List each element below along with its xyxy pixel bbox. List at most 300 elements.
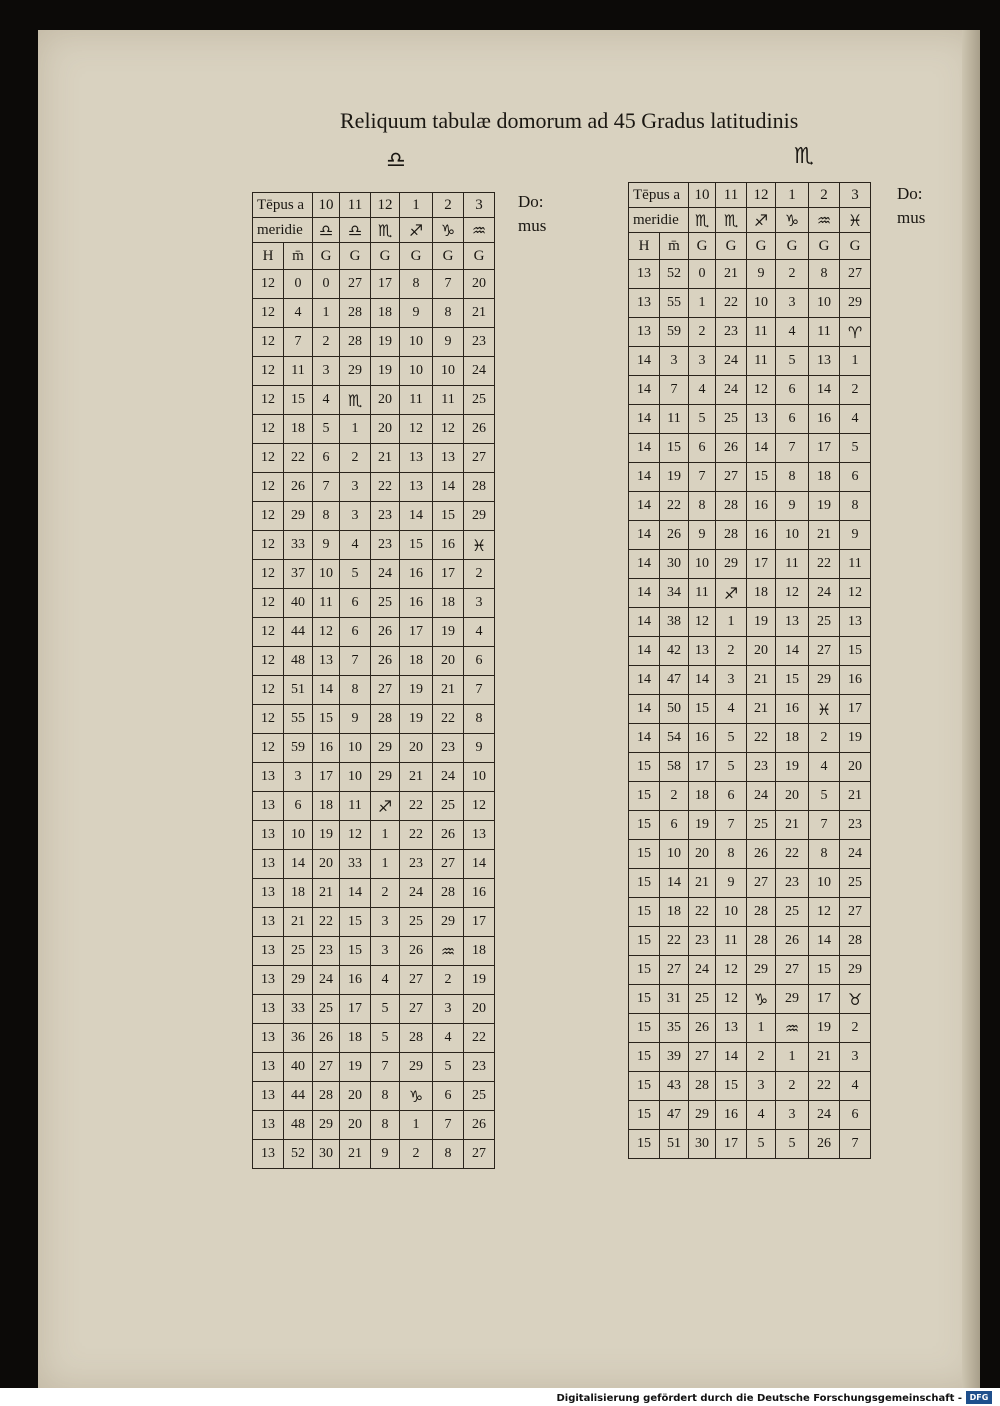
domus-label-part: mus bbox=[897, 208, 926, 227]
table-cell: 1 bbox=[400, 1111, 433, 1140]
table-cell: 1 bbox=[689, 289, 716, 318]
table-cell: 4 bbox=[464, 618, 495, 647]
table-cell: 8 bbox=[689, 492, 716, 521]
table-cell: 28 bbox=[371, 705, 400, 734]
table-cell: 3 bbox=[747, 1072, 776, 1101]
table-cell: 19 bbox=[809, 1014, 840, 1043]
table-cell: 18 bbox=[340, 1024, 371, 1053]
table-cell: 33 bbox=[284, 995, 313, 1024]
table-cell: 11 bbox=[313, 589, 340, 618]
table-cell: 18 bbox=[747, 579, 776, 608]
table-cell: 12 bbox=[253, 734, 284, 763]
table-cell: 24 bbox=[716, 376, 747, 405]
table-cell: 14 bbox=[433, 473, 464, 502]
table-cell: 29 bbox=[809, 666, 840, 695]
table-cell: 3 bbox=[464, 589, 495, 618]
table-cell: 5 bbox=[340, 560, 371, 589]
table-cell: 2 bbox=[747, 1043, 776, 1072]
table-cell: 8 bbox=[716, 840, 747, 869]
table-cell: 12 bbox=[253, 415, 284, 444]
table-cell: 14 bbox=[629, 550, 660, 579]
table-cell: 26 bbox=[313, 1024, 340, 1053]
table-row bbox=[629, 753, 871, 782]
table-cell: 15 bbox=[284, 386, 313, 415]
table-row bbox=[253, 502, 495, 531]
table-cell: 12 bbox=[253, 473, 284, 502]
table-cell: 19 bbox=[371, 328, 400, 357]
table-cell: 9 bbox=[689, 521, 716, 550]
table-row bbox=[629, 405, 871, 434]
table-cell: 12 bbox=[433, 415, 464, 444]
table-row bbox=[253, 908, 495, 937]
table-cell: 8 bbox=[340, 676, 371, 705]
table-cell: 16 bbox=[340, 966, 371, 995]
table-cell: 19 bbox=[400, 676, 433, 705]
table-cell: 2 bbox=[776, 1072, 809, 1101]
table-cell: 13 bbox=[840, 608, 871, 637]
table-cell: 2 bbox=[433, 966, 464, 995]
table-cell: 48 bbox=[284, 647, 313, 676]
table-row bbox=[253, 734, 495, 763]
table-cell: 15 bbox=[629, 1130, 660, 1159]
table-cell: 10 bbox=[340, 734, 371, 763]
table-cell: 9 bbox=[464, 734, 495, 763]
table-cell: 12 bbox=[253, 647, 284, 676]
table-cell: 28 bbox=[689, 1072, 716, 1101]
table-cell: 11 bbox=[809, 318, 840, 347]
table-cell: 16 bbox=[400, 560, 433, 589]
table-cell: 3 bbox=[716, 666, 747, 695]
table-cell: 14 bbox=[629, 376, 660, 405]
house-number-header: 11 bbox=[340, 193, 371, 218]
table-cell: 14 bbox=[809, 927, 840, 956]
table-cell: 7 bbox=[284, 328, 313, 357]
header-row bbox=[253, 193, 495, 218]
table-cell: 0 bbox=[284, 270, 313, 299]
table-row bbox=[629, 347, 871, 376]
table-cell: 21 bbox=[747, 666, 776, 695]
table-cell: 10 bbox=[464, 763, 495, 792]
table-cell: 8 bbox=[371, 1111, 400, 1140]
table-cell: 28 bbox=[716, 521, 747, 550]
table-cell: 7 bbox=[433, 1111, 464, 1140]
table-cell: 23 bbox=[433, 734, 464, 763]
table-cell: 7 bbox=[689, 463, 716, 492]
table-row bbox=[629, 927, 871, 956]
table-cell: 10 bbox=[284, 821, 313, 850]
table-row bbox=[629, 550, 871, 579]
table-cell: 26 bbox=[400, 937, 433, 966]
table-cell: 30 bbox=[660, 550, 689, 579]
table-cell: 10 bbox=[747, 289, 776, 318]
table-cell: 14 bbox=[689, 666, 716, 695]
table-cell: 27 bbox=[464, 1140, 495, 1169]
table-cell: 23 bbox=[371, 502, 400, 531]
table-cell: 17 bbox=[433, 560, 464, 589]
table-cell: 3 bbox=[689, 347, 716, 376]
unit-header: G bbox=[433, 243, 464, 270]
table-cell: 20 bbox=[464, 270, 495, 299]
table-cell: 14 bbox=[629, 608, 660, 637]
table-cell: 25 bbox=[313, 995, 340, 1024]
table-cell: 19 bbox=[464, 966, 495, 995]
header-row bbox=[629, 208, 871, 233]
table-row bbox=[629, 898, 871, 927]
table-cell: 2 bbox=[400, 1140, 433, 1169]
table-cell: 28 bbox=[747, 898, 776, 927]
table-cell: 6 bbox=[340, 589, 371, 618]
table-cell: ♒ bbox=[776, 1014, 809, 1043]
table-cell: 6 bbox=[313, 444, 340, 473]
table-row bbox=[253, 1082, 495, 1111]
table-cell: 14 bbox=[340, 879, 371, 908]
table-cell: 24 bbox=[313, 966, 340, 995]
zodiac-sign-header: ♐ bbox=[400, 218, 433, 243]
table-cell: 14 bbox=[660, 869, 689, 898]
table-cell: 29 bbox=[716, 550, 747, 579]
table-cell: 1 bbox=[371, 821, 400, 850]
table-cell: 10 bbox=[433, 357, 464, 386]
unit-header: G bbox=[689, 233, 716, 260]
table-cell: 25 bbox=[371, 589, 400, 618]
table-cell: 19 bbox=[371, 357, 400, 386]
table-cell: 22 bbox=[660, 492, 689, 521]
table-cell: 8 bbox=[776, 463, 809, 492]
header-row bbox=[253, 243, 495, 270]
table-cell: 15 bbox=[840, 637, 871, 666]
house-number-header: 1 bbox=[776, 183, 809, 208]
table-cell: 22 bbox=[433, 705, 464, 734]
left-table-wrapper bbox=[252, 192, 495, 1169]
table-cell: 29 bbox=[371, 763, 400, 792]
houses-table-left bbox=[252, 192, 495, 1169]
unit-header: G bbox=[716, 233, 747, 260]
table-cell: 4 bbox=[716, 695, 747, 724]
table-cell: 5 bbox=[371, 995, 400, 1024]
table-cell: 20 bbox=[313, 850, 340, 879]
table-cell: 7 bbox=[433, 270, 464, 299]
table-cell: 10 bbox=[400, 357, 433, 386]
table-cell: 26 bbox=[716, 434, 747, 463]
table-cell: 21 bbox=[371, 444, 400, 473]
table-cell: 21 bbox=[400, 763, 433, 792]
table-cell: 6 bbox=[689, 434, 716, 463]
table-cell: 1 bbox=[340, 415, 371, 444]
table-cell: 14 bbox=[284, 850, 313, 879]
table-cell: 12 bbox=[253, 357, 284, 386]
table-row bbox=[253, 995, 495, 1024]
table-cell: 5 bbox=[776, 1130, 809, 1159]
table-cell: 59 bbox=[284, 734, 313, 763]
table-row bbox=[253, 879, 495, 908]
table-cell: 30 bbox=[689, 1130, 716, 1159]
table-cell: 15 bbox=[660, 434, 689, 463]
table-cell: 22 bbox=[464, 1024, 495, 1053]
table-cell: 26 bbox=[809, 1130, 840, 1159]
table-cell: 2 bbox=[776, 260, 809, 289]
table-cell: 13 bbox=[400, 473, 433, 502]
table-cell: 27 bbox=[840, 898, 871, 927]
table-row bbox=[629, 840, 871, 869]
table-cell: 2 bbox=[689, 318, 716, 347]
table-cell: 35 bbox=[660, 1014, 689, 1043]
table-cell: 13 bbox=[629, 318, 660, 347]
table-cell: 16 bbox=[400, 589, 433, 618]
table-cell: 3 bbox=[660, 347, 689, 376]
zodiac-sign-header: ♎ bbox=[313, 218, 340, 243]
domus-label-part: Do: bbox=[897, 184, 923, 203]
table-cell: 7 bbox=[340, 647, 371, 676]
table-cell: 2 bbox=[340, 444, 371, 473]
table-cell: 25 bbox=[433, 792, 464, 821]
table-cell: 6 bbox=[840, 463, 871, 492]
table-cell: 17 bbox=[313, 763, 340, 792]
table-cell: 29 bbox=[689, 1101, 716, 1130]
table-row bbox=[629, 376, 871, 405]
table-cell: 13 bbox=[253, 995, 284, 1024]
table-cell: 16 bbox=[313, 734, 340, 763]
table-cell: 8 bbox=[464, 705, 495, 734]
unit-header: G bbox=[776, 233, 809, 260]
table-cell: 14 bbox=[629, 463, 660, 492]
table-cell: 10 bbox=[340, 763, 371, 792]
table-cell: 14 bbox=[776, 637, 809, 666]
table-cell: 27 bbox=[747, 869, 776, 898]
table-cell: 7 bbox=[809, 811, 840, 840]
table-cell: 10 bbox=[809, 869, 840, 898]
table-cell: 19 bbox=[840, 724, 871, 753]
table-cell: 23 bbox=[464, 1053, 495, 1082]
table-cell: 43 bbox=[660, 1072, 689, 1101]
table-row bbox=[629, 289, 871, 318]
funding-credit: Digitalisierung gefördert durch die Deutsche Forschungsgemeinschaft - bbox=[556, 1393, 962, 1404]
house-number-header: 12 bbox=[747, 183, 776, 208]
zodiac-sign-header: ♑ bbox=[433, 218, 464, 243]
unit-header: H bbox=[629, 233, 660, 260]
table-cell: 11 bbox=[660, 405, 689, 434]
table-cell: 19 bbox=[809, 492, 840, 521]
table-row bbox=[253, 821, 495, 850]
table-cell: 13 bbox=[464, 821, 495, 850]
domus-label-right bbox=[897, 182, 925, 230]
zodiac-sign-header: ♏ bbox=[716, 208, 747, 233]
table-cell: 5 bbox=[809, 782, 840, 811]
time-header-label: Tēpus a bbox=[629, 183, 689, 208]
table-cell: 13 bbox=[253, 850, 284, 879]
table-cell: 14 bbox=[629, 724, 660, 753]
table-row bbox=[629, 434, 871, 463]
table-cell: 10 bbox=[716, 898, 747, 927]
dfg-logo: DFG bbox=[966, 1391, 992, 1404]
table-cell: 26 bbox=[689, 1014, 716, 1043]
table-cell: 16 bbox=[689, 724, 716, 753]
table-cell: 30 bbox=[313, 1140, 340, 1169]
table-cell: 18 bbox=[284, 879, 313, 908]
table-cell: 18 bbox=[371, 299, 400, 328]
table-cell: 12 bbox=[253, 560, 284, 589]
table-cell: 18 bbox=[464, 937, 495, 966]
table-cell: 2 bbox=[371, 879, 400, 908]
unit-header: G bbox=[809, 233, 840, 260]
table-cell: 14 bbox=[809, 376, 840, 405]
table-cell: 14 bbox=[747, 434, 776, 463]
table-cell: 15 bbox=[809, 956, 840, 985]
table-cell: 25 bbox=[809, 608, 840, 637]
table-cell: 12 bbox=[253, 705, 284, 734]
table-cell: 15 bbox=[629, 927, 660, 956]
table-cell: 13 bbox=[433, 444, 464, 473]
table-cell: 1 bbox=[840, 347, 871, 376]
table-cell: 10 bbox=[776, 521, 809, 550]
table-row bbox=[629, 724, 871, 753]
table-cell: 29 bbox=[840, 289, 871, 318]
table-row bbox=[629, 637, 871, 666]
table-cell: 9 bbox=[371, 1140, 400, 1169]
table-cell: 13 bbox=[253, 1053, 284, 1082]
zodiac-sign-header: ♐ bbox=[747, 208, 776, 233]
table-cell: 26 bbox=[747, 840, 776, 869]
table-cell: 8 bbox=[371, 1082, 400, 1111]
table-cell: 14 bbox=[313, 676, 340, 705]
table-row bbox=[629, 463, 871, 492]
table-cell: 24 bbox=[464, 357, 495, 386]
table-row bbox=[253, 531, 495, 560]
table-cell: 4 bbox=[776, 318, 809, 347]
table-cell: 40 bbox=[284, 589, 313, 618]
table-cell: 18 bbox=[660, 898, 689, 927]
table-cell: 1 bbox=[371, 850, 400, 879]
table-cell: 7 bbox=[716, 811, 747, 840]
table-cell: 21 bbox=[776, 811, 809, 840]
table-row bbox=[629, 260, 871, 289]
table-cell: 12 bbox=[253, 270, 284, 299]
table-cell: 12 bbox=[747, 376, 776, 405]
table-cell: 12 bbox=[809, 898, 840, 927]
table-cell: 22 bbox=[284, 444, 313, 473]
table-cell: 16 bbox=[433, 531, 464, 560]
zodiac-sign-header: ♏ bbox=[689, 208, 716, 233]
table-cell: 5 bbox=[689, 405, 716, 434]
table-cell: 28 bbox=[340, 299, 371, 328]
table-row bbox=[629, 782, 871, 811]
house-number-header: 10 bbox=[689, 183, 716, 208]
table-row bbox=[253, 647, 495, 676]
table-cell: 37 bbox=[284, 560, 313, 589]
table-cell: 22 bbox=[747, 724, 776, 753]
table-row bbox=[253, 937, 495, 966]
right-table-wrapper bbox=[628, 182, 871, 1159]
table-cell: ♑ bbox=[400, 1082, 433, 1111]
zodiac-sign-header: ♒ bbox=[464, 218, 495, 243]
table-cell: 15 bbox=[629, 1072, 660, 1101]
table-cell: 28 bbox=[747, 927, 776, 956]
table-row bbox=[629, 579, 871, 608]
table-cell: 20 bbox=[340, 1082, 371, 1111]
table-cell: 38 bbox=[660, 608, 689, 637]
table-cell: 26 bbox=[660, 521, 689, 550]
table-cell: 5 bbox=[313, 415, 340, 444]
table-cell: 8 bbox=[400, 270, 433, 299]
table-cell: 28 bbox=[433, 879, 464, 908]
table-cell: 24 bbox=[433, 763, 464, 792]
table-cell: 12 bbox=[313, 618, 340, 647]
table-cell: ♓ bbox=[809, 695, 840, 724]
table-cell: 47 bbox=[660, 666, 689, 695]
table-cell: 14 bbox=[629, 405, 660, 434]
table-cell: 27 bbox=[433, 850, 464, 879]
table-cell: 29 bbox=[840, 956, 871, 985]
table-cell: ♒ bbox=[433, 937, 464, 966]
table-cell: 13 bbox=[629, 289, 660, 318]
table-cell: 13 bbox=[809, 347, 840, 376]
table-cell: 18 bbox=[776, 724, 809, 753]
table-cell: 15 bbox=[629, 811, 660, 840]
table-cell: 11 bbox=[747, 318, 776, 347]
table-cell: 20 bbox=[400, 734, 433, 763]
table-cell: 29 bbox=[433, 908, 464, 937]
table-row bbox=[253, 1111, 495, 1140]
table-cell: 26 bbox=[284, 473, 313, 502]
table-cell: 20 bbox=[433, 647, 464, 676]
table-cell: 25 bbox=[776, 898, 809, 927]
table-cell: 29 bbox=[371, 734, 400, 763]
table-cell: 26 bbox=[433, 821, 464, 850]
table-row bbox=[253, 792, 495, 821]
table-cell: ♏ bbox=[340, 386, 371, 415]
table-cell: 12 bbox=[253, 386, 284, 415]
table-row bbox=[253, 357, 495, 386]
table-cell: 15 bbox=[629, 869, 660, 898]
table-cell: 55 bbox=[660, 289, 689, 318]
table-cell: 7 bbox=[776, 434, 809, 463]
table-cell: 24 bbox=[689, 956, 716, 985]
table-cell: 3 bbox=[840, 1043, 871, 1072]
table-cell: 11 bbox=[400, 386, 433, 415]
house-number-header: 2 bbox=[433, 193, 464, 218]
table-cell: 16 bbox=[747, 492, 776, 521]
table-cell: ♐ bbox=[716, 579, 747, 608]
table-cell: 27 bbox=[400, 995, 433, 1024]
table-cell: 24 bbox=[840, 840, 871, 869]
table-row bbox=[253, 444, 495, 473]
table-row bbox=[253, 299, 495, 328]
table-cell: 13 bbox=[629, 260, 660, 289]
table-cell: 2 bbox=[313, 328, 340, 357]
house-number-header: 11 bbox=[716, 183, 747, 208]
table-cell: 47 bbox=[660, 1101, 689, 1130]
house-number-header: 3 bbox=[840, 183, 871, 208]
table-cell: 12 bbox=[716, 956, 747, 985]
table-cell: 23 bbox=[840, 811, 871, 840]
header-row bbox=[629, 233, 871, 260]
table-cell: 5 bbox=[747, 1130, 776, 1159]
table-cell: 25 bbox=[689, 985, 716, 1014]
table-cell: 25 bbox=[464, 386, 495, 415]
table-cell: 20 bbox=[371, 415, 400, 444]
table-cell: 59 bbox=[660, 318, 689, 347]
table-cell: 2 bbox=[809, 724, 840, 753]
table-cell: 17 bbox=[340, 995, 371, 1024]
table-cell: 26 bbox=[464, 1111, 495, 1140]
table-cell: 14 bbox=[629, 347, 660, 376]
table-cell: 14 bbox=[629, 492, 660, 521]
table-row bbox=[253, 270, 495, 299]
table-cell: 29 bbox=[284, 502, 313, 531]
table-row bbox=[629, 811, 871, 840]
table-cell: 22 bbox=[313, 908, 340, 937]
table-cell: 9 bbox=[776, 492, 809, 521]
table-cell: 6 bbox=[284, 792, 313, 821]
